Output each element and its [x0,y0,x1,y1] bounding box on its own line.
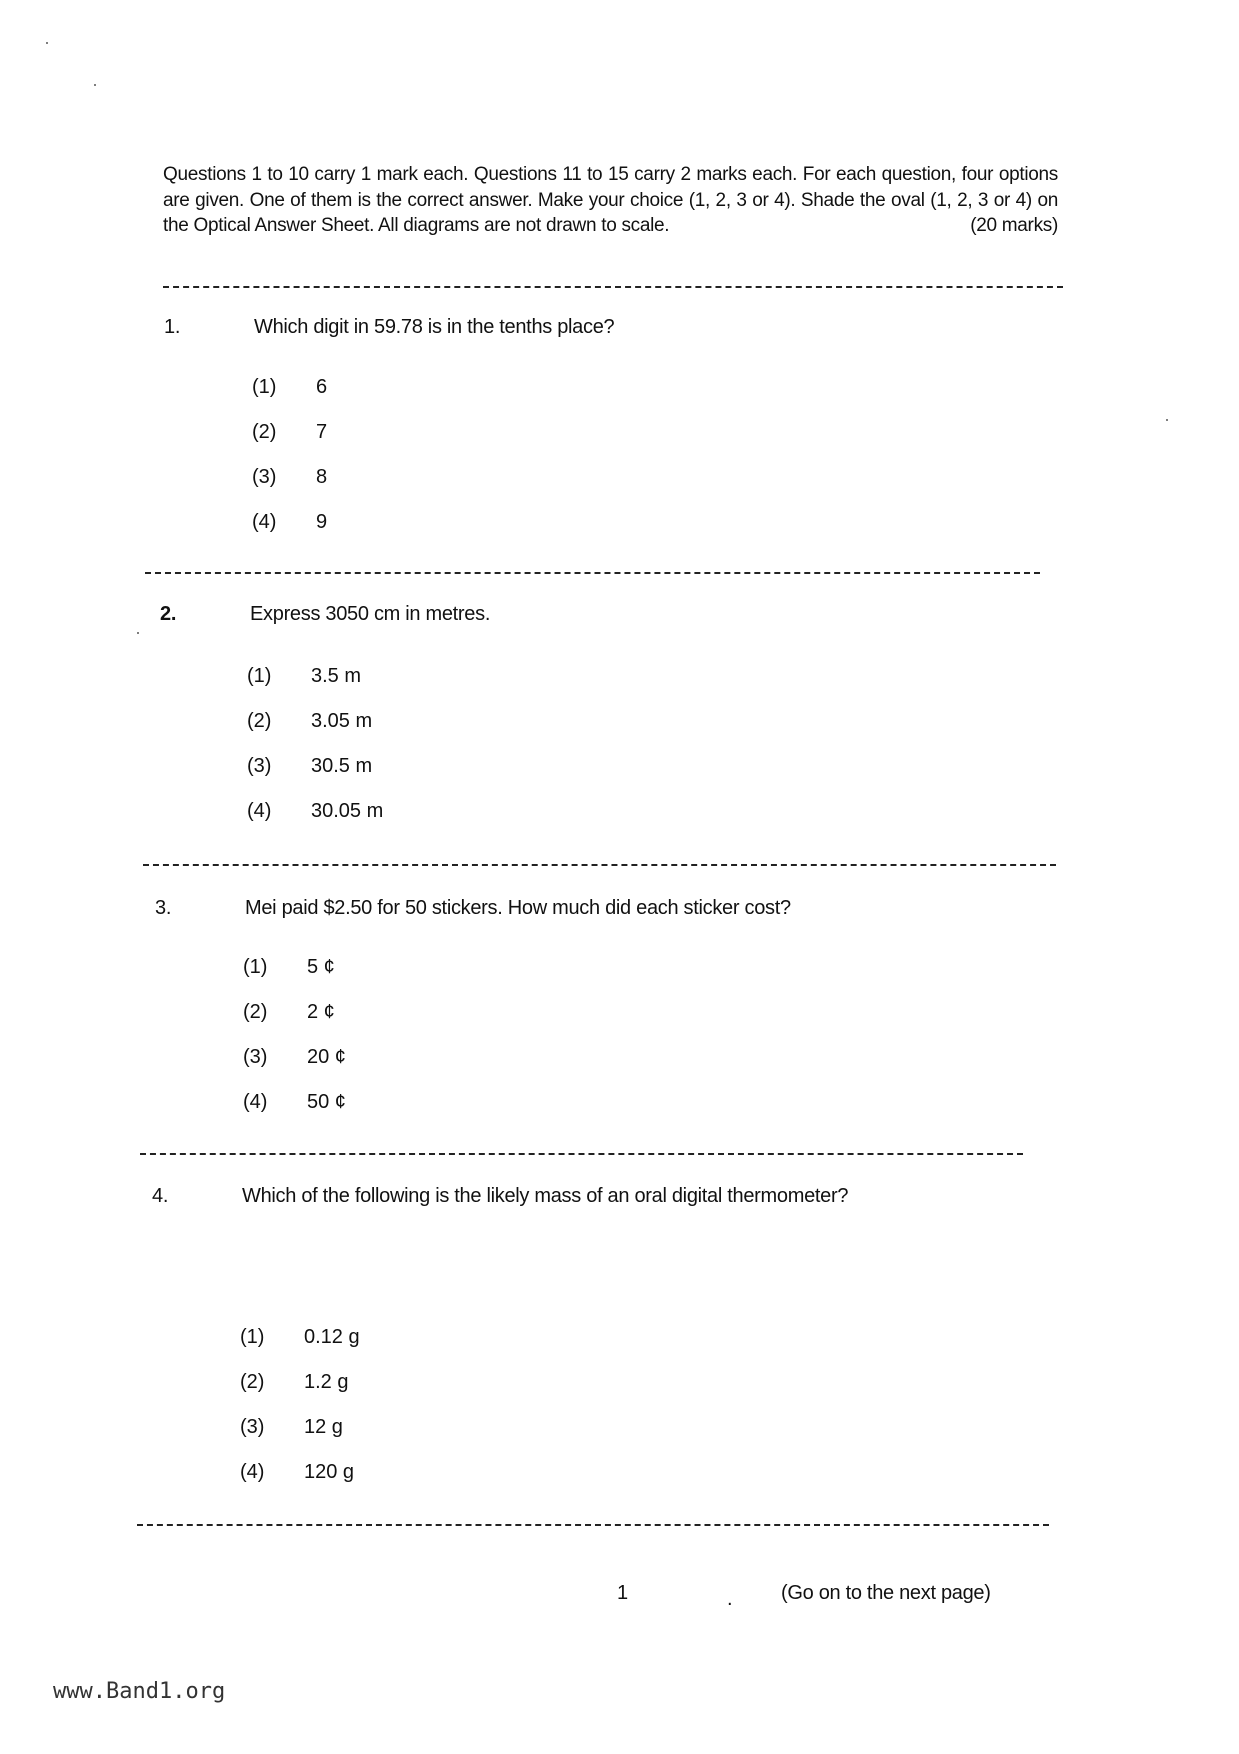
option-value: 3.5 m [311,665,362,687]
option-value: 3.05 m [311,710,373,732]
option-value: 8 [316,466,328,488]
question-text: Express 3050 cm in metres. [250,603,491,625]
question-number: 2. [160,603,177,625]
option-value: 1.2 g [304,1371,349,1393]
total-marks: (20 marks) [970,215,1058,236]
instructions [163,162,1058,239]
option-label: (2) [247,710,272,732]
option-label: (4) [247,800,272,822]
option-label: (3) [252,466,277,488]
option-value: 9 [316,511,328,533]
option-label: (1) [252,376,277,398]
option-2[interactable] [252,421,327,444]
option-value: 30.05 m [311,800,384,822]
question-text: Which of the following is the likely mass of an oral digital thermometer? [242,1185,849,1207]
scan-speck [46,42,48,44]
option-value: 6 [316,376,328,398]
option-value: 7 [316,421,328,443]
option-label: (4) [243,1091,268,1113]
option-label: (3) [243,1046,268,1068]
option-label: (1) [243,956,268,978]
question-number: 3. [155,897,172,919]
option-value: 120 g [304,1461,355,1483]
question-number: 4. [152,1185,169,1207]
option-1[interactable] [240,1326,360,1349]
option-value: 0.12 g [304,1326,360,1348]
option-value: 30.5 m [311,755,373,777]
option-label: (2) [240,1371,265,1393]
option-3[interactable] [247,755,372,778]
option-value: 12 g [304,1416,343,1438]
question-number: 1. [164,316,181,338]
scan-speck [137,632,139,634]
option-label: (3) [247,755,272,777]
divider [145,572,1040,574]
option-value: 2 ¢ [307,1001,335,1023]
option-label: (1) [247,665,272,687]
scan-speck [1166,419,1168,421]
option-value: 50 ¢ [307,1091,346,1113]
option-value: 20 ¢ [307,1046,346,1068]
next-page-note: (Go on to the next page) [781,1582,991,1604]
option-label: (4) [240,1461,265,1483]
option-2[interactable] [247,710,372,733]
option-1[interactable] [243,956,335,979]
option-4[interactable] [243,1091,346,1114]
option-4[interactable] [240,1461,354,1484]
option-1[interactable] [252,376,327,399]
instructions-text: Questions 1 to 10 carry 1 mark each. Questions 11 to 15 carry 2 marks each. For each question, four options are given. One of them is the correct answer. Make your choice (1, 2, 3 or 4). Shade the oval (1, 2, 3 or 4) on the Optical Answer Sheet. All diagrams are not drawn to scale. [163,164,1058,236]
option-3[interactable] [243,1046,346,1069]
option-label: (1) [240,1326,265,1348]
divider [163,286,1063,288]
option-value: 5 ¢ [307,956,335,978]
option-3[interactable] [240,1416,343,1439]
divider [137,1524,1049,1526]
option-label: (4) [252,511,277,533]
option-label: (3) [240,1416,265,1438]
divider [140,1153,1023,1155]
question-text: Which digit in 59.78 is in the tenths place? [254,316,615,338]
option-4[interactable] [252,511,327,534]
option-2[interactable] [243,1001,335,1024]
option-2[interactable] [240,1371,348,1394]
divider [143,864,1056,866]
watermark: www.Band1.org [53,1679,226,1704]
page-number: 1 [617,1582,629,1604]
question-text: Mei paid $2.50 for 50 stickers. How much did each sticker cost? [245,897,791,919]
footer-dot: . [727,1588,733,1610]
scan-speck [94,84,96,86]
option-4[interactable] [247,800,383,823]
option-3[interactable] [252,466,327,489]
option-1[interactable] [247,665,361,688]
option-label: (2) [243,1001,268,1023]
option-label: (2) [252,421,277,443]
